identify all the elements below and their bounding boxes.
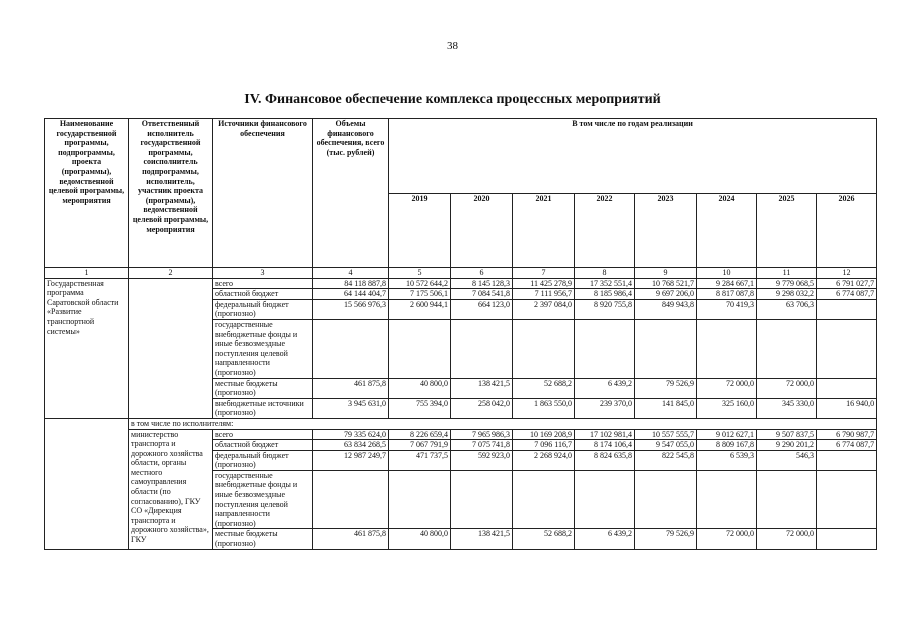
value-cell: 8 817 087,8 xyxy=(697,289,757,300)
value-cell: 79 335 624,0 xyxy=(313,429,389,440)
value-cell: 12 987 249,7 xyxy=(313,450,389,470)
value-cell: 138 421,5 xyxy=(451,529,513,549)
value-cell: 63 706,3 xyxy=(757,299,817,319)
value-cell: 8 809 167,8 xyxy=(697,440,757,451)
value-cell: 72 000,0 xyxy=(757,529,817,549)
source-cell: федеральный бюджет (прогнозно) xyxy=(213,299,313,319)
value-cell xyxy=(451,470,513,529)
value-cell: 141 845,0 xyxy=(635,398,697,418)
header-year: 2024 xyxy=(697,193,757,268)
value-cell xyxy=(817,378,877,398)
header-year: 2019 xyxy=(389,193,451,268)
value-cell: 9 697 206,0 xyxy=(635,289,697,300)
header-years-group: В том числе по годам реализации xyxy=(389,119,877,194)
value-cell: 15 566 976,3 xyxy=(313,299,389,319)
header-year: 2025 xyxy=(757,193,817,268)
value-cell: 138 421,5 xyxy=(451,378,513,398)
column-number-cell: 10 xyxy=(697,268,757,279)
empty-cell xyxy=(45,418,129,549)
value-cell: 546,3 xyxy=(757,450,817,470)
value-cell: 2 268 924,0 xyxy=(513,450,575,470)
value-cell: 72 000,0 xyxy=(697,378,757,398)
program-executor-cell xyxy=(129,278,213,418)
value-cell xyxy=(817,299,877,319)
value-cell xyxy=(451,319,513,378)
value-cell: 592 923,0 xyxy=(451,450,513,470)
column-numbers-row xyxy=(45,268,877,279)
value-cell xyxy=(817,470,877,529)
value-cell: 6 439,2 xyxy=(575,529,635,549)
value-cell: 9 547 055,0 xyxy=(635,440,697,451)
value-cell: 9 012 627,1 xyxy=(697,429,757,440)
value-cell: 461 875,8 xyxy=(313,529,389,549)
page-number: 38 xyxy=(447,40,458,52)
column-number-cell: 2 xyxy=(129,268,213,279)
value-cell: 822 545,8 xyxy=(635,450,697,470)
value-cell: 10 572 644,2 xyxy=(389,278,451,289)
value-cell: 17 352 551,4 xyxy=(575,278,635,289)
value-cell: 239 370,0 xyxy=(575,398,635,418)
value-cell xyxy=(697,470,757,529)
value-cell xyxy=(313,319,389,378)
value-cell: 8 226 659,4 xyxy=(389,429,451,440)
value-cell: 9 779 068,5 xyxy=(757,278,817,289)
value-cell: 6 790 987,7 xyxy=(817,429,877,440)
value-cell: 6 774 087,7 xyxy=(817,289,877,300)
source-cell: областной бюджет xyxy=(213,289,313,300)
value-cell: 325 160,0 xyxy=(697,398,757,418)
value-cell: 849 943,8 xyxy=(635,299,697,319)
source-cell: областной бюджет xyxy=(213,440,313,451)
source-cell: всего xyxy=(213,429,313,440)
header-sources: Источники финансового обеспечения xyxy=(213,119,313,268)
value-cell: 9 290 201,2 xyxy=(757,440,817,451)
column-number-cell: 8 xyxy=(575,268,635,279)
table-row xyxy=(45,429,877,440)
value-cell: 8 920 755,8 xyxy=(575,299,635,319)
value-cell: 79 526,9 xyxy=(635,529,697,549)
value-cell xyxy=(817,319,877,378)
value-cell: 10 557 555,7 xyxy=(635,429,697,440)
value-cell: 8 185 986,4 xyxy=(575,289,635,300)
value-cell: 471 737,5 xyxy=(389,450,451,470)
column-number-cell: 6 xyxy=(451,268,513,279)
value-cell xyxy=(757,470,817,529)
value-cell: 10 169 208,9 xyxy=(513,429,575,440)
value-cell: 345 330,0 xyxy=(757,398,817,418)
value-cell: 8 145 128,3 xyxy=(451,278,513,289)
value-cell: 79 526,9 xyxy=(635,378,697,398)
value-cell xyxy=(635,319,697,378)
value-cell: 40 800,0 xyxy=(389,529,451,549)
value-cell: 84 118 887,8 xyxy=(313,278,389,289)
source-cell: федеральный бюджет (прогнозно) xyxy=(213,450,313,470)
value-cell: 9 298 032,2 xyxy=(757,289,817,300)
value-cell: 7 175 506,1 xyxy=(389,289,451,300)
financing-table xyxy=(44,118,877,550)
value-cell: 17 102 981,4 xyxy=(575,429,635,440)
header-year: 2022 xyxy=(575,193,635,268)
source-cell: внебюджетные источники (прогнозно) xyxy=(213,398,313,418)
value-cell: 3 945 631,0 xyxy=(313,398,389,418)
source-cell: местные бюджеты (прогнозно) xyxy=(213,529,313,549)
section-title: IV. Финансовое обеспечение комплекса процессных мероприятий xyxy=(244,92,661,107)
value-cell: 7 075 741,8 xyxy=(451,440,513,451)
value-cell: 6 791 027,7 xyxy=(817,278,877,289)
value-cell: 72 000,0 xyxy=(757,378,817,398)
value-cell xyxy=(575,319,635,378)
value-cell xyxy=(389,470,451,529)
column-number-cell: 4 xyxy=(313,268,389,279)
column-number-cell: 3 xyxy=(213,268,313,279)
value-cell: 1 863 550,0 xyxy=(513,398,575,418)
header-year: 2026 xyxy=(817,193,877,268)
value-cell xyxy=(513,319,575,378)
value-cell: 40 800,0 xyxy=(389,378,451,398)
value-cell: 2 600 944,1 xyxy=(389,299,451,319)
value-cell: 461 875,8 xyxy=(313,378,389,398)
by-executors-label: в том числе по исполнителям: xyxy=(129,418,877,429)
value-cell xyxy=(817,529,877,549)
value-cell: 8 174 106,4 xyxy=(575,440,635,451)
value-cell: 11 425 278,9 xyxy=(513,278,575,289)
value-cell: 6 539,3 xyxy=(697,450,757,470)
value-cell xyxy=(513,470,575,529)
value-cell xyxy=(697,319,757,378)
source-cell: всего xyxy=(213,278,313,289)
value-cell: 72 000,0 xyxy=(697,529,757,549)
header-year: 2020 xyxy=(451,193,513,268)
value-cell xyxy=(313,470,389,529)
source-cell: местные бюджеты (прогнозно) xyxy=(213,378,313,398)
source-cell: государственные внебюджетные фонды и иные безвозмездные поступления целевой направленности (прогнозно) xyxy=(213,470,313,529)
value-cell: 7 096 116,7 xyxy=(513,440,575,451)
value-cell: 16 940,0 xyxy=(817,398,877,418)
header-executor: Ответственный исполнитель государственной программы, соисполнитель подпрограммы, исполнитель, участник проекта (программы), ведомственной целевой программы, мероприятия xyxy=(129,119,213,268)
value-cell: 7 084 541,8 xyxy=(451,289,513,300)
value-cell xyxy=(757,319,817,378)
value-cell: 9 507 837,5 xyxy=(757,429,817,440)
program-name-cell: Государственная программа Саратовской области «Развитие транспортной системы» xyxy=(45,278,129,418)
value-cell xyxy=(635,470,697,529)
value-cell: 6 439,2 xyxy=(575,378,635,398)
value-cell: 755 394,0 xyxy=(389,398,451,418)
value-cell: 70 419,3 xyxy=(697,299,757,319)
column-number-cell: 1 xyxy=(45,268,129,279)
value-cell: 7 111 956,7 xyxy=(513,289,575,300)
source-cell: государственные внебюджетные фонды и иные безвозмездные поступления целевой направленности (прогнозно) xyxy=(213,319,313,378)
value-cell: 10 768 521,7 xyxy=(635,278,697,289)
column-number-cell: 12 xyxy=(817,268,877,279)
value-cell xyxy=(575,470,635,529)
header-total-volume: Объемы финансового обеспечения, всего (тыс. рублей) xyxy=(313,119,389,268)
column-number-cell: 9 xyxy=(635,268,697,279)
value-cell: 8 824 635,8 xyxy=(575,450,635,470)
value-cell: 6 774 087,7 xyxy=(817,440,877,451)
value-cell xyxy=(817,450,877,470)
value-cell: 7 067 791,9 xyxy=(389,440,451,451)
value-cell: 258 042,0 xyxy=(451,398,513,418)
value-cell: 2 397 084,0 xyxy=(513,299,575,319)
header-program-name: Наименование государственной программы, подпрограммы, проекта (программы), ведомственной целевой программы, мероприятия xyxy=(45,119,129,268)
value-cell: 63 834 268,5 xyxy=(313,440,389,451)
value-cell: 9 284 667,1 xyxy=(697,278,757,289)
column-number-cell: 7 xyxy=(513,268,575,279)
header-year: 2023 xyxy=(635,193,697,268)
value-cell: 52 688,2 xyxy=(513,529,575,549)
value-cell: 52 688,2 xyxy=(513,378,575,398)
value-cell: 664 123,0 xyxy=(451,299,513,319)
table-row xyxy=(45,278,877,289)
executor-name-cell: министерство транспорта и дорожного хозяйства области, органы местного самоуправления области (по согласованию), ГКУ СО «Дирекция транспорта и дорожного хозяйства», ГКУ xyxy=(129,429,213,549)
value-cell: 64 144 404,7 xyxy=(313,289,389,300)
column-number-cell: 11 xyxy=(757,268,817,279)
value-cell xyxy=(389,319,451,378)
column-number-cell: 5 xyxy=(389,268,451,279)
table-row xyxy=(45,418,877,429)
header-year: 2021 xyxy=(513,193,575,268)
value-cell: 7 965 986,3 xyxy=(451,429,513,440)
